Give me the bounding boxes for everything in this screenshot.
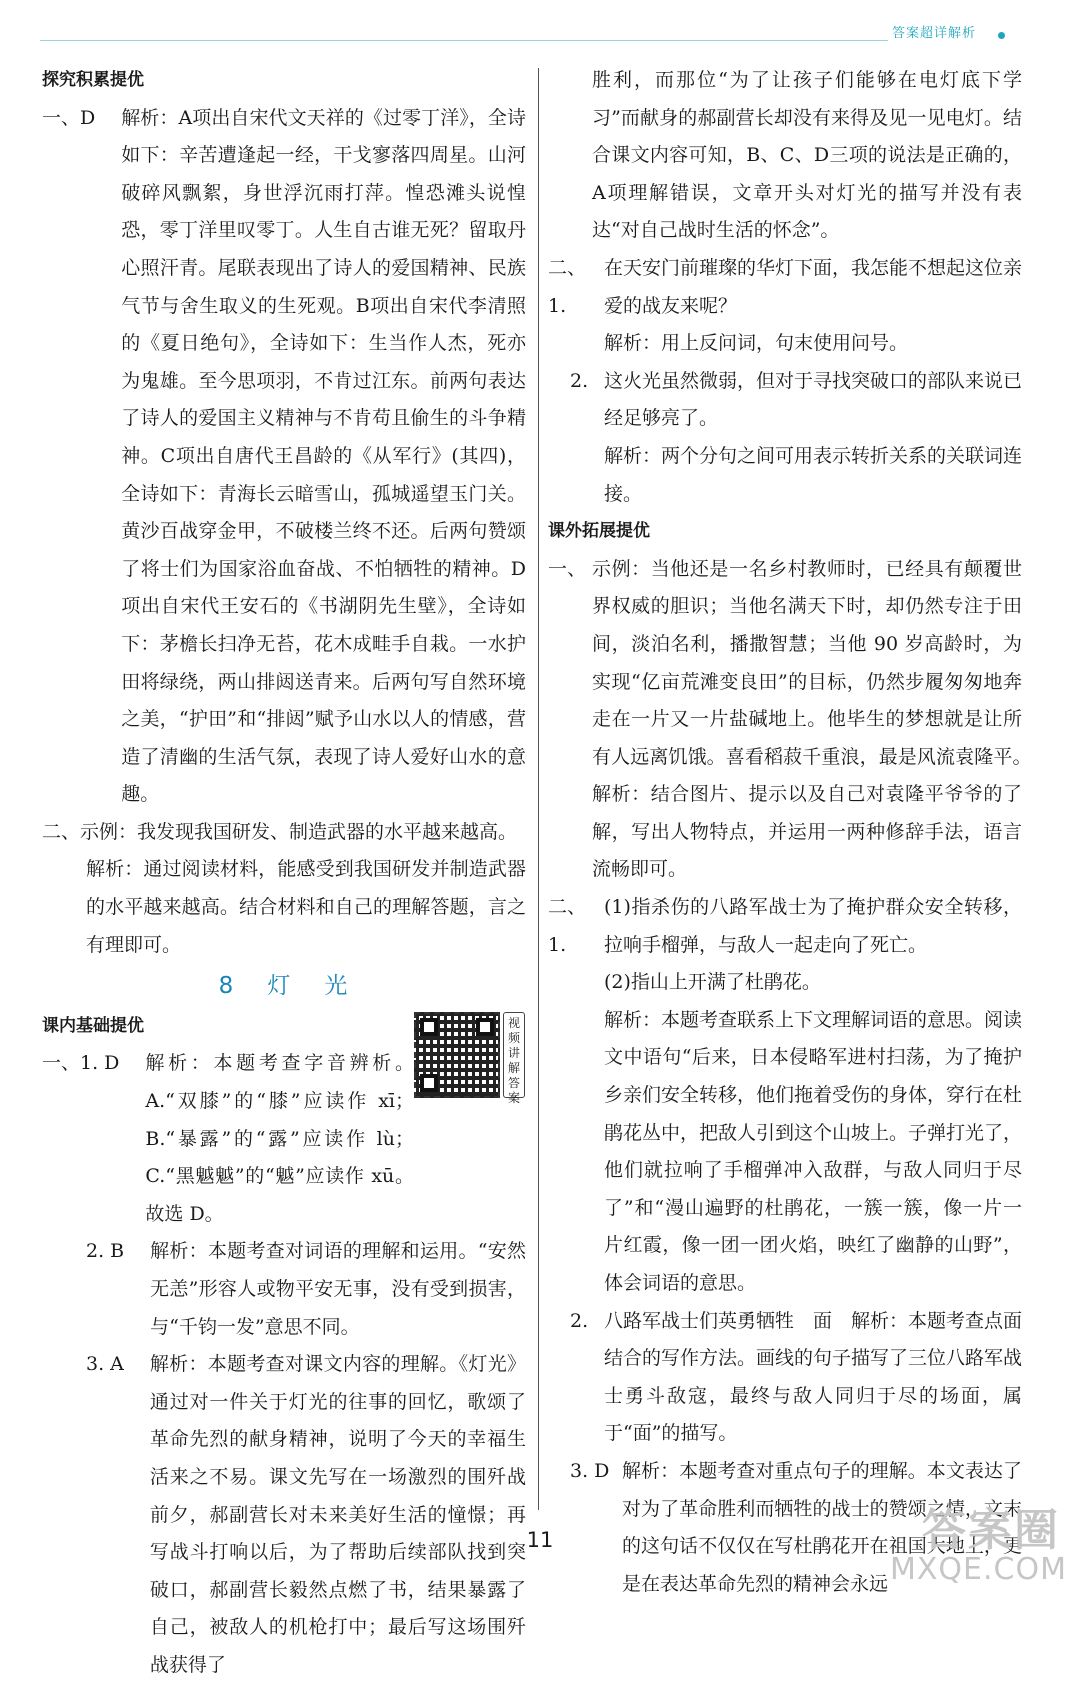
answer-item-e1 xyxy=(548,551,1042,889)
answer-item-e2 xyxy=(548,889,1022,964)
answer-text: 示例：我发现我国研发、制造武器的水平越来越高。 xyxy=(80,820,518,843)
answer-number: 3. D xyxy=(570,1459,610,1482)
qr-code[interactable] xyxy=(414,1012,526,1105)
answer-continuation: 胜利，而那位“为了让孩子们能够在电灯底下学习”而献身的郝副营长却没有来得及见一见电灯。结合课文内容可知，B、C、D三项的说法是正确的，A项理解错误，文章开头对灯光的描写并没有表达“对自己战时生活的怀念”。 xyxy=(592,69,1022,242)
answer-item-1 xyxy=(42,100,526,814)
answer-subitem: (2)指山上开满了杜鹃花。 xyxy=(604,971,821,994)
section-heading-tanjiu: 探究积累提优 xyxy=(42,70,144,90)
page-number: 11 xyxy=(526,1528,554,1552)
answer-analysis: 解析：本题考查联系上下文理解词语的意思。阅读文中语句“后来，日本侵略军进村扫荡，为了掩护乡亲们安全转移，他们拖着受伤的身体，穿行在杜鹃花丛中，把敌人引到这个山坡上。子弹打光了，他们就拉响了手榴弹冲入敌群，与敌人同归于尽了”和“漫山遍野的杜鹃花，一簇一簇，像一片一片红霞，像一团一团火焰，映红了幽静的山野”，体会词语的意思。 xyxy=(604,1008,1023,1294)
answer-number: 二、1. xyxy=(548,256,587,317)
answer-text: 八路军战士们英勇牺牲 面 解析：本题考查点面结合的写作方法。画线的句子描写了三位八路军战士勇斗敌寇，最终与敌人同归于尽的场面，属于“面”的描写。 xyxy=(604,1309,1023,1445)
section-heading-kewai: 课外拓展提优 xyxy=(548,521,650,542)
answer-text: 解析：本题考查对词语的理解和运用。“安然无恙”形容人或物平安无事，没有受到损害，与“千钧一发”意思不同。 xyxy=(150,1240,526,1338)
answer-analysis: 解析：用上反问词，句末使用问号。 xyxy=(604,332,909,355)
qr-row xyxy=(42,1008,526,1234)
watermark-logo xyxy=(890,1505,1067,1587)
header-dot-icon xyxy=(998,32,1005,39)
answer-text: 这火光虽然微弱，但对于寻找突破口的部队来说已经足够亮了。 xyxy=(604,369,1023,430)
lesson-title-char: 灯 xyxy=(267,973,293,1000)
answer-text: 解析：本题考查对重点句子的理解。本文表达了对为了革命胜利而牺牲的战士的赞颂之情，文末的这句话不仅仅在写杜鹃花开在祖国大地上，更是在表达革命先烈的精神会永远 xyxy=(622,1459,1022,1595)
answer-text: 解析：本题考查字音辨析。A.“双膝”的“膝”应读作 xī；B.“暴露”的“露”应读作 lù；C.“黑魆魆”的“魆”应读作 xū。故选 D。 xyxy=(145,1052,414,1225)
answer-number: 3. A xyxy=(86,1353,124,1376)
answer-text: (1)指杀伤的八路军战士为了掩护群众安全转移，拉响手榴弹，与敌人一起走向了死亡。 xyxy=(604,896,1022,956)
left-column xyxy=(42,62,526,1685)
answer-text: 在天安门前璀璨的华灯下面，我怎能不想起这位亲爱的战友来呢？ xyxy=(604,256,1023,317)
answer-number: 2. B xyxy=(86,1240,125,1263)
qr-caption: 视频讲解答案 xyxy=(503,1012,525,1098)
section-heading-kenei: 课内基础提优 xyxy=(42,1015,144,1036)
answer-analysis: 解析：两个分句之间可用表示转折关系的关联词连接。 xyxy=(604,444,1023,505)
answer-item-e3 xyxy=(548,1303,1022,1453)
answer-text: 解析：本题考查对课文内容的理解。《灯光》通过对一件关于灯光的往事的回忆，歌颂了革命先烈的献身精神，说明了今天的幸福生活来之不易。课文先写在一场激烈的围歼战前夕，郝副营长对未来美好生活的憧憬；再写战斗打响以后，为了帮助后续部队找到突破口，郝副营长毅然点燃了书，结果暴露了自己，被敌人的机枪打中；最后写这场围歼战获得了 xyxy=(149,1353,526,1676)
answer-number: 二、1. xyxy=(548,896,587,956)
watermark-bottom: MXQE.COM xyxy=(890,1552,1067,1587)
answer-number: 二、 xyxy=(42,820,81,843)
answer-analysis: 解析：通过阅读材料，能感受到我国研发并制造武器的水平越来越高。结合材料和自己的理解答题，言之有理即可。 xyxy=(86,858,526,956)
answer-number: 2. xyxy=(570,1309,589,1332)
lesson-number: 8 xyxy=(218,973,236,1000)
column-divider xyxy=(538,68,539,1510)
answer-item-r2 xyxy=(548,363,1022,438)
answer-item-b2 xyxy=(42,1233,526,1346)
header-rule xyxy=(40,40,888,41)
header-label: 答案超详解析 xyxy=(892,26,977,41)
answer-item-b3 xyxy=(42,1346,526,1684)
lesson-title xyxy=(42,968,526,1006)
right-column xyxy=(548,62,1042,1603)
qr-row-body xyxy=(42,1008,414,1234)
qr-code-icon xyxy=(414,1012,500,1098)
answer-text: 示例：当他还是一名乡村教师时，已经具有颠覆世界权威的胆识；当他名满天下时，却仍然专注于田间，淡泊名利，播撒智慧；当他 90 岁高龄时，为实现“亿亩荒滩变良田”的目标，仍然步履匆匆地奔走在一片又一片盐碱地上。他毕生的梦想就是让所有人远离饥饿。喜看稻菽千重浪，最是风流袁隆平。 解析：结合图片、提示以及自己对袁隆平爷爷的了解，写出人物特点，并运用一两种修辞手法，语言流畅即可。 xyxy=(592,557,1042,881)
answer-number: 一、1. D xyxy=(42,1052,120,1075)
watermark-top: 答案圈 xyxy=(922,1505,1060,1556)
lesson-title-char: 光 xyxy=(324,973,350,1000)
answer-number: 一、D xyxy=(42,106,96,129)
answer-item-r1 xyxy=(548,250,1022,325)
answer-text: 解析：A项出自宋代文天祥的《过零丁洋》，全诗如下：辛苦遭逢起一经，干戈寥落四周星。山河破碎风飘絮，身世浮沉雨打萍。惶恐滩头说惶恐，零丁洋里叹零丁。人生自古谁无死？留取丹心照汗青。尾联表现出了诗人的爱国精神、民族气节与舍生取义的生死观。B项出自宋代李清照的《夏日绝句》，全诗如下：生当作人杰，死亦为鬼雄。至今思项羽，不肯过江东。前两句表达了诗人的爱国主义精神与不肯苟且偷生的斗争精神。C项出自唐代王昌龄的《从军行》(其四)，全诗如下：青海长云暗雪山，孤城遥望玉门关。黄沙百战穿金甲，不破楼兰终不还。后两句赞颂了将士们为国家浴血奋战、不怕牺牲的精神。D项出自宋代王安石的《书湖阴先生壁》，全诗如下：茅檐长扫净无苔，花木成畦手自栽。一水护田将绿绕，两山排闼送青来。后两句写自然环境之美，“护田”和“排闼”赋予山水以人的情感，营造了清幽的生活气氛，表现了诗人爱好山水的意趣。 xyxy=(121,106,526,806)
answer-number: 2. xyxy=(570,369,589,392)
answer-item-b1 xyxy=(42,1045,414,1233)
answer-number: 一、 xyxy=(548,557,587,580)
answer-item-2 xyxy=(42,814,526,852)
